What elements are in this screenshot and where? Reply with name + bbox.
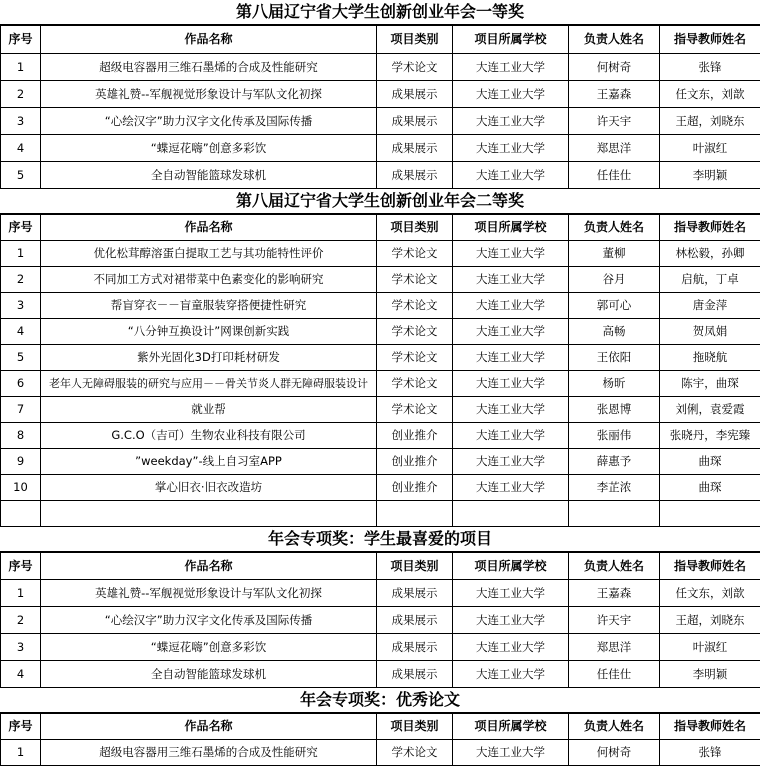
- cell-index: 7: [1, 397, 41, 423]
- cell-school: 大连工业大学: [453, 371, 569, 397]
- cell-title: “心绘汉字”助力汉字文化传承及国际传播: [41, 607, 377, 634]
- cell-index: 8: [1, 423, 41, 449]
- cell-advisor: 叶淑红: [660, 634, 760, 661]
- cell-index: 2: [1, 267, 41, 293]
- cell-title: 帮盲穿衣－－盲童服装穿搭便捷性研究: [41, 293, 377, 319]
- cell-leader: 许天宇: [569, 108, 660, 135]
- header-index: 序号: [1, 26, 41, 54]
- cell-category: 成果展示: [377, 135, 453, 162]
- header-leader: 负责人姓名: [569, 215, 660, 241]
- cell-title: ”weekday”-线上自习室APP: [41, 449, 377, 475]
- table-row: [1, 397, 760, 423]
- cell-advisor: 叶淑红: [660, 135, 760, 162]
- cell-title: 老年人无障碍服装的研究与应用－－骨关节炎人群无障碍服装设计: [41, 371, 377, 397]
- awards-table: [0, 713, 760, 766]
- cell-category: 学术论文: [377, 54, 453, 81]
- cell-index: 6: [1, 371, 41, 397]
- cell-index: 1: [1, 580, 41, 607]
- cell-leader: 薛惠予: [569, 449, 660, 475]
- cell-category: 学术论文: [377, 740, 453, 766]
- header-advisor: 指导教师姓名: [660, 26, 760, 54]
- header-leader: 负责人姓名: [569, 553, 660, 580]
- section-title: 年会专项奖：优秀论文: [0, 688, 760, 713]
- table-row: [1, 501, 760, 527]
- header-category: 项目类别: [377, 215, 453, 241]
- cell-school: 大连工业大学: [453, 81, 569, 108]
- cell-title: 英雄礼赞--军舰视觉形象设计与军队文化初探: [41, 580, 377, 607]
- header-title: 作品名称: [41, 553, 377, 580]
- cell-leader: 王依阳: [569, 345, 660, 371]
- header-category: 项目类别: [377, 553, 453, 580]
- table-row: [1, 423, 760, 449]
- cell-advisor: 曲琛: [660, 449, 760, 475]
- header-row: [1, 26, 760, 54]
- cell-school: 大连工业大学: [453, 580, 569, 607]
- cell-leader: 何树奇: [569, 740, 660, 766]
- cell-title: G.C.O（吉可）生物农业科技有限公司: [41, 423, 377, 449]
- table-row: [1, 54, 760, 81]
- table-row: [1, 475, 760, 501]
- cell-advisor: 王超，刘晓东: [660, 108, 760, 135]
- table-row: [1, 607, 760, 634]
- cell-school: 大连工业大学: [453, 241, 569, 267]
- cell-index: 4: [1, 135, 41, 162]
- cell-advisor: 张锋: [660, 740, 760, 766]
- cell-title: “心绘汉字”助力汉字文化传承及国际传播: [41, 108, 377, 135]
- cell-school: 大连工业大学: [453, 54, 569, 81]
- cell-category: 学术论文: [377, 241, 453, 267]
- cell-school: 大连工业大学: [453, 319, 569, 345]
- cell-leader: 郭可心: [569, 293, 660, 319]
- header-row: [1, 215, 760, 241]
- cell-title: “蝶逗花嗨”创意多彩饮: [41, 135, 377, 162]
- cell-leader: 郑思洋: [569, 634, 660, 661]
- cell-advisor: 林松毅，孙卿: [660, 241, 760, 267]
- cell-advisor: 张锋: [660, 54, 760, 81]
- cell-category: 学术论文: [377, 319, 453, 345]
- cell-index: 9: [1, 449, 41, 475]
- cell-title: 紫外光固化3D打印耗材研发: [41, 345, 377, 371]
- cell-index: 1: [1, 740, 41, 766]
- table-row: [1, 449, 760, 475]
- awards-table: [0, 214, 760, 527]
- cell-index: 2: [1, 607, 41, 634]
- cell-advisor: 李明颖: [660, 162, 760, 189]
- cell-category: 成果展示: [377, 607, 453, 634]
- cell-index: [1, 501, 41, 527]
- header-index: 序号: [1, 553, 41, 580]
- cell-leader: 任佳仕: [569, 661, 660, 688]
- cell-category: 成果展示: [377, 580, 453, 607]
- cell-leader: 董柳: [569, 241, 660, 267]
- cell-school: 大连工业大学: [453, 449, 569, 475]
- cell-category: 学术论文: [377, 293, 453, 319]
- header-school: 项目所属学校: [453, 714, 569, 740]
- header-advisor: 指导教师姓名: [660, 714, 760, 740]
- cell-category: 成果展示: [377, 634, 453, 661]
- header-advisor: 指导教师姓名: [660, 215, 760, 241]
- cell-title: 超级电容器用三维石墨烯的合成及性能研究: [41, 740, 377, 766]
- table-row: [1, 241, 760, 267]
- cell-advisor: 任文东，刘歆: [660, 580, 760, 607]
- cell-title: 就业帮: [41, 397, 377, 423]
- cell-school: 大连工业大学: [453, 475, 569, 501]
- table-row: [1, 135, 760, 162]
- cell-advisor: 王超，刘晓东: [660, 607, 760, 634]
- cell-advisor: [660, 501, 760, 527]
- cell-category: 学术论文: [377, 397, 453, 423]
- cell-index: 10: [1, 475, 41, 501]
- table-row: [1, 108, 760, 135]
- header-index: 序号: [1, 215, 41, 241]
- cell-index: 2: [1, 81, 41, 108]
- cell-school: 大连工业大学: [453, 397, 569, 423]
- cell-leader: 杨昕: [569, 371, 660, 397]
- header-leader: 负责人姓名: [569, 26, 660, 54]
- header-category: 项目类别: [377, 714, 453, 740]
- header-row: [1, 714, 760, 740]
- cell-category: 学术论文: [377, 371, 453, 397]
- cell-advisor: 张晓丹，李宪臻: [660, 423, 760, 449]
- cell-school: 大连工业大学: [453, 740, 569, 766]
- cell-index: 1: [1, 241, 41, 267]
- header-title: 作品名称: [41, 215, 377, 241]
- cell-category: 创业推介: [377, 475, 453, 501]
- header-category: 项目类别: [377, 26, 453, 54]
- cell-school: 大连工业大学: [453, 345, 569, 371]
- awards-table: [0, 25, 760, 189]
- cell-category: 学术论文: [377, 267, 453, 293]
- cell-category: 学术论文: [377, 345, 453, 371]
- table-row: [1, 81, 760, 108]
- cell-school: 大连工业大学: [453, 267, 569, 293]
- cell-leader: 郑思洋: [569, 135, 660, 162]
- cell-advisor: 拖晓航: [660, 345, 760, 371]
- section-title: 第八届辽宁省大学生创新创业年会二等奖: [0, 189, 760, 214]
- cell-index: 1: [1, 54, 41, 81]
- cell-category: 成果展示: [377, 108, 453, 135]
- cell-advisor: 唐金萍: [660, 293, 760, 319]
- cell-school: 大连工业大学: [453, 293, 569, 319]
- cell-index: 3: [1, 634, 41, 661]
- cell-index: 4: [1, 319, 41, 345]
- table-row: [1, 661, 760, 688]
- cell-leader: 张丽伟: [569, 423, 660, 449]
- cell-leader: 王嘉森: [569, 580, 660, 607]
- cell-title: 不同加工方式对裙带菜中色素变化的影响研究: [41, 267, 377, 293]
- cell-title: 优化松茸醇溶蛋白提取工艺与其功能特性评价: [41, 241, 377, 267]
- cell-advisor: 贺凤娟: [660, 319, 760, 345]
- cell-leader: 何树奇: [569, 54, 660, 81]
- table-row: [1, 319, 760, 345]
- cell-advisor: 陈宇，曲琛: [660, 371, 760, 397]
- cell-title: “蝶逗花嗨”创意多彩饮: [41, 634, 377, 661]
- cell-title: 全自动智能篮球发球机: [41, 661, 377, 688]
- header-school: 项目所属学校: [453, 215, 569, 241]
- section-title: 第八届辽宁省大学生创新创业年会一等奖: [0, 0, 760, 25]
- header-leader: 负责人姓名: [569, 714, 660, 740]
- header-school: 项目所属学校: [453, 26, 569, 54]
- cell-school: 大连工业大学: [453, 108, 569, 135]
- cell-index: 3: [1, 108, 41, 135]
- cell-index: 5: [1, 162, 41, 189]
- cell-school: [453, 501, 569, 527]
- header-school: 项目所属学校: [453, 553, 569, 580]
- table-row: [1, 740, 760, 766]
- cell-school: 大连工业大学: [453, 607, 569, 634]
- cell-leader: 张恩博: [569, 397, 660, 423]
- header-title: 作品名称: [41, 26, 377, 54]
- section-title: 年会专项奖：学生最喜爱的项目: [0, 527, 760, 552]
- cell-title: 超级电容器用三维石墨烯的合成及性能研究: [41, 54, 377, 81]
- table-row: [1, 371, 760, 397]
- header-index: 序号: [1, 714, 41, 740]
- cell-title: “八分钟互换设计”网课创新实践: [41, 319, 377, 345]
- cell-title: [41, 501, 377, 527]
- cell-index: 5: [1, 345, 41, 371]
- table-row: [1, 162, 760, 189]
- header-advisor: 指导教师姓名: [660, 553, 760, 580]
- cell-leader: [569, 501, 660, 527]
- cell-index: 3: [1, 293, 41, 319]
- cell-advisor: 李明颖: [660, 661, 760, 688]
- cell-leader: 王嘉森: [569, 81, 660, 108]
- cell-school: 大连工业大学: [453, 162, 569, 189]
- cell-advisor: 启航，丁卓: [660, 267, 760, 293]
- cell-category: [377, 501, 453, 527]
- table-row: [1, 293, 760, 319]
- cell-leader: 任佳仕: [569, 162, 660, 189]
- cell-advisor: 任文东，刘歆: [660, 81, 760, 108]
- cell-leader: 李芷浓: [569, 475, 660, 501]
- cell-category: 创业推介: [377, 449, 453, 475]
- awards-table: [0, 552, 760, 688]
- cell-school: 大连工业大学: [453, 634, 569, 661]
- cell-category: 创业推介: [377, 423, 453, 449]
- cell-title: 掌心旧衣·旧衣改造坊: [41, 475, 377, 501]
- cell-category: 成果展示: [377, 81, 453, 108]
- cell-category: 成果展示: [377, 661, 453, 688]
- cell-advisor: 刘俐，袁爱霞: [660, 397, 760, 423]
- cell-leader: 高畅: [569, 319, 660, 345]
- cell-category: 成果展示: [377, 162, 453, 189]
- cell-school: 大连工业大学: [453, 661, 569, 688]
- cell-title: 英雄礼赞--军舰视觉形象设计与军队文化初探: [41, 81, 377, 108]
- table-row: [1, 267, 760, 293]
- cell-leader: 许天宇: [569, 607, 660, 634]
- cell-advisor: 曲琛: [660, 475, 760, 501]
- header-title: 作品名称: [41, 714, 377, 740]
- table-row: [1, 634, 760, 661]
- cell-leader: 谷月: [569, 267, 660, 293]
- cell-school: 大连工业大学: [453, 423, 569, 449]
- cell-title: 全自动智能篮球发球机: [41, 162, 377, 189]
- header-row: [1, 553, 760, 580]
- cell-index: 4: [1, 661, 41, 688]
- cell-school: 大连工业大学: [453, 135, 569, 162]
- table-row: [1, 580, 760, 607]
- table-row: [1, 345, 760, 371]
